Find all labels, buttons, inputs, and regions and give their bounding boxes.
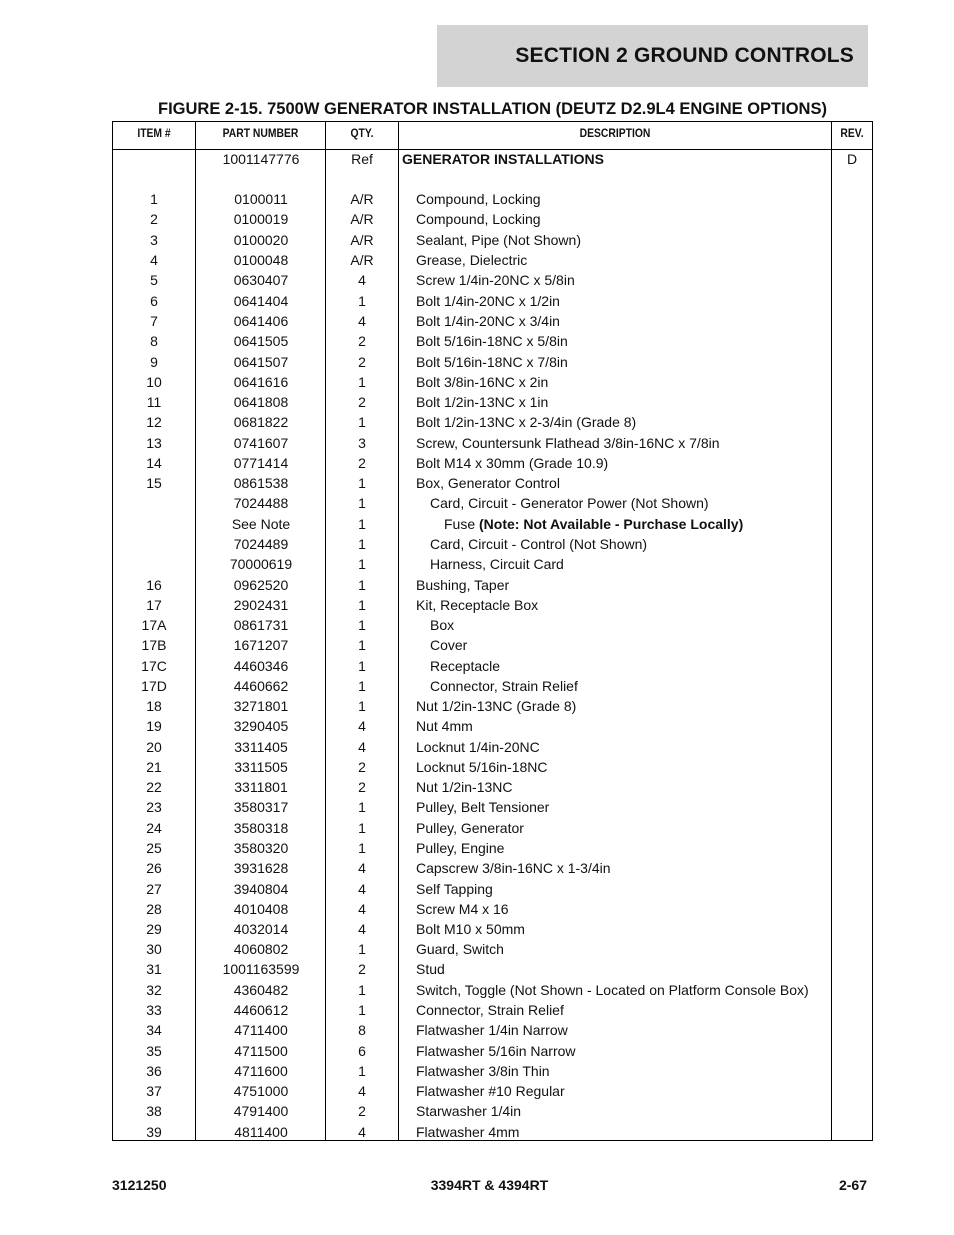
part-number-cell: 4460612 [233, 1002, 289, 1018]
item-cell: 17A [141, 617, 167, 633]
table-row [113, 554, 872, 574]
footer-model: 3394RT & 4394RT [430, 1177, 549, 1193]
table-row [113, 331, 872, 351]
item-cell: 17B [141, 637, 167, 653]
item-cell: 13 [146, 435, 162, 451]
table-row [113, 939, 872, 959]
qty-cell: 4 [358, 739, 366, 755]
description-cell [416, 980, 809, 1000]
qty-cell: 1 [358, 475, 366, 491]
item-cell: 28 [146, 901, 162, 917]
part-number-cell: 4791400 [233, 1103, 289, 1119]
description-cell [416, 737, 540, 757]
table-row [113, 1101, 872, 1121]
item-cell: 21 [146, 759, 162, 775]
description-text: Screw 1/4in-20NC x 5/8in [416, 272, 575, 288]
qty-cell: 2 [358, 354, 366, 370]
rev-cell: D [846, 151, 858, 167]
description-cell [402, 149, 604, 169]
description-cell [416, 818, 524, 838]
table-row [113, 595, 872, 615]
description-cell [416, 412, 636, 432]
item-cell: 37 [146, 1083, 162, 1099]
part-number-cell: 3290405 [233, 718, 289, 734]
table-row [113, 757, 872, 777]
item-cell: 17D [141, 678, 167, 694]
table-row [113, 1020, 872, 1040]
description-note: (Note: Not Available - Purchase Locally) [479, 516, 744, 532]
description-text: Nut 4mm [416, 718, 473, 734]
part-number-cell: 3580317 [233, 799, 289, 815]
item-cell: 4 [150, 252, 158, 268]
description-cell [430, 676, 578, 696]
qty-cell: 1 [358, 536, 366, 552]
part-number-cell: 0100011 [234, 191, 288, 207]
header-qty: QTY. [350, 128, 374, 140]
description-text: Stud [416, 961, 445, 977]
description-text: Bolt 5/16in-18NC x 7/8in [416, 354, 568, 370]
description-text: Bolt 1/2in-13NC x 1in [416, 394, 549, 410]
description-cell [430, 656, 500, 676]
part-number-cell: 70000619 [229, 556, 293, 572]
table-row [113, 514, 872, 534]
description-text: Card, Circuit - Generator Power (Not Shown) [430, 495, 709, 511]
item-cell: 33 [146, 1002, 162, 1018]
part-number-cell: 0641404 [233, 293, 289, 309]
description-text: Connector, Strain Relief [416, 1002, 564, 1018]
qty-cell: 1 [358, 820, 366, 836]
part-number-cell: 0962520 [233, 577, 289, 593]
description-text: Capscrew 3/8in-16NC x 1-3/4in [416, 860, 611, 876]
qty-cell: 2 [358, 1103, 366, 1119]
table-row [113, 777, 872, 797]
part-number-cell: 1001147776 [222, 151, 300, 167]
part-number-cell: 0861538 [233, 475, 289, 491]
qty-cell: 4 [358, 313, 366, 329]
part-number-cell: 3311505 [234, 759, 288, 775]
table-row [113, 433, 872, 453]
table-row [113, 311, 872, 331]
item-cell: 10 [146, 374, 162, 390]
table-row [113, 250, 872, 270]
part-number-cell: 0100048 [233, 252, 289, 268]
table-header [113, 122, 872, 150]
part-number-cell: 4360482 [233, 982, 289, 998]
qty-cell: 2 [358, 455, 366, 471]
part-number-cell: 4711500 [234, 1043, 288, 1059]
qty-cell: 1 [358, 678, 366, 694]
qty-cell: 1 [358, 840, 366, 856]
part-number-cell: 0641505 [233, 333, 289, 349]
table-row [113, 716, 872, 736]
description-cell [416, 1101, 521, 1121]
part-number-cell: 3580320 [233, 840, 289, 856]
description-cell [416, 270, 575, 290]
item-cell: 12 [146, 414, 162, 430]
table-row [113, 635, 872, 655]
description-cell [416, 331, 568, 351]
table-row [113, 575, 872, 595]
table-row [113, 1000, 872, 1020]
table-row [113, 412, 872, 432]
item-cell: 23 [146, 799, 162, 815]
part-number-cell: 1671207 [233, 637, 289, 653]
part-number-cell: 0641507 [233, 354, 289, 370]
header-rev: REV. [840, 128, 864, 140]
qty-cell: A/R [350, 191, 374, 207]
description-text: Flatwasher 5/16in Narrow [416, 1043, 576, 1059]
description-cell [416, 473, 560, 493]
description-text: Compound, Locking [416, 211, 541, 227]
description-cell [416, 959, 445, 979]
table-row [113, 209, 872, 229]
item-cell: 25 [146, 840, 162, 856]
item-cell: 17C [141, 658, 167, 674]
description-text: Grease, Dielectric [416, 252, 528, 268]
description-cell [430, 615, 454, 635]
table-row [113, 959, 872, 979]
item-cell: 3 [150, 232, 158, 248]
table-row [113, 453, 872, 473]
part-number-cell: 4460346 [233, 658, 289, 674]
part-number-cell: 4010408 [233, 901, 289, 917]
part-number-cell: 3940804 [233, 881, 289, 897]
qty-cell: A/R [350, 252, 374, 268]
table-row [113, 696, 872, 716]
description-text: Sealant, Pipe (Not Shown) [416, 232, 581, 248]
qty-cell: Ref [351, 151, 373, 167]
qty-cell: 1 [358, 799, 366, 815]
description-text: Bolt 1/2in-13NC x 2-3/4in (Grade 8) [416, 414, 637, 430]
description-cell [416, 919, 525, 939]
item-cell: 2 [150, 211, 158, 227]
description-text: Bolt 3/8in-16NC x 2in [416, 374, 549, 390]
header-part-number: PART NUMBER [222, 128, 299, 140]
part-number-cell: 3271801 [233, 698, 289, 714]
description-text: Bolt 1/4in-20NC x 1/2in [416, 293, 560, 309]
part-number-cell: 4711600 [234, 1063, 288, 1079]
item-cell: 5 [150, 272, 158, 288]
qty-cell: 4 [358, 1124, 366, 1140]
part-number-cell: 0641808 [233, 394, 289, 410]
qty-cell: 1 [358, 374, 366, 390]
qty-cell: 1 [358, 941, 366, 957]
description-text: Compound, Locking [416, 191, 541, 207]
qty-cell: 1 [358, 495, 366, 511]
description-cell [416, 575, 509, 595]
item-cell: 19 [146, 718, 162, 734]
item-cell: 9 [150, 354, 158, 370]
description-text: Box [430, 617, 455, 633]
part-number-cell: 0861731 [233, 617, 289, 633]
description-cell [430, 554, 564, 574]
item-cell: 34 [146, 1022, 162, 1038]
description-cell [416, 392, 548, 412]
item-cell: 20 [146, 739, 162, 755]
description-cell [430, 493, 709, 513]
description-cell [416, 696, 576, 716]
qty-cell: 1 [358, 577, 366, 593]
part-number-cell: 0741607 [233, 435, 289, 451]
qty-cell: 1 [358, 1063, 366, 1079]
part-number-cell: 7024489 [233, 536, 289, 552]
description-text: Flatwasher #10 Regular [416, 1083, 565, 1099]
description-text: Cover [430, 637, 468, 653]
description-cell [430, 635, 467, 655]
qty-cell: 2 [358, 779, 366, 795]
description-cell [416, 858, 611, 878]
qty-cell: 2 [358, 394, 366, 410]
qty-cell: 1 [358, 617, 366, 633]
qty-cell: 2 [358, 759, 366, 775]
description-text: Self Tapping [416, 881, 493, 897]
table-row [113, 980, 872, 1000]
part-number-cell: 0641406 [233, 313, 289, 329]
qty-cell: 2 [358, 333, 366, 349]
description-text: Receptacle [430, 658, 501, 674]
item-cell: 32 [146, 982, 162, 998]
item-cell: 17 [146, 597, 162, 613]
description-text: Pulley, Belt Tensioner [416, 799, 550, 815]
item-cell: 22 [146, 779, 162, 795]
table-row [113, 919, 872, 939]
description-cell [416, 595, 538, 615]
description-text: Locknut 5/16in-18NC [416, 759, 548, 775]
description-text: Starwasher 1/4in [416, 1103, 522, 1119]
header-description: DESCRIPTION [579, 128, 651, 140]
table-row [113, 797, 872, 817]
qty-cell: A/R [350, 211, 374, 227]
item-cell: 11 [146, 394, 162, 410]
description-text: Bolt 5/16in-18NC x 5/8in [416, 333, 568, 349]
item-cell: 8 [150, 333, 158, 349]
description-cell [416, 250, 527, 270]
qty-cell: 2 [358, 961, 366, 977]
item-cell: 39 [146, 1124, 162, 1140]
description-text: Card, Circuit - Control (Not Shown) [430, 536, 648, 552]
item-cell: 30 [146, 941, 162, 957]
qty-cell: 4 [358, 272, 366, 288]
item-cell: 14 [146, 455, 162, 471]
description-text: Bolt 1/4in-20NC x 3/4in [416, 313, 560, 329]
table-row [113, 838, 872, 858]
description-cell [416, 879, 493, 899]
description-cell [416, 716, 473, 736]
qty-cell: 1 [358, 597, 366, 613]
qty-cell: 4 [358, 860, 366, 876]
description-text: Connector, Strain Relief [430, 678, 578, 694]
part-number-cell: 3580318 [233, 820, 289, 836]
description-cell [444, 514, 743, 534]
header-item: ITEM # [137, 128, 171, 140]
table-row [113, 656, 872, 676]
part-number-cell: 3311405 [234, 739, 288, 755]
description-cell [416, 1081, 565, 1101]
part-number-cell: 4751000 [233, 1083, 289, 1099]
part-number-cell: 0630407 [233, 272, 289, 288]
table-row [113, 879, 872, 899]
table-row [113, 493, 872, 513]
part-number-cell: 3311801 [234, 779, 288, 795]
qty-cell: 1 [358, 1002, 366, 1018]
description-text: Guard, Switch [416, 941, 504, 957]
item-cell: 27 [146, 881, 162, 897]
description-text: Nut 1/2in-13NC [416, 779, 513, 795]
description-text: GENERATOR INSTALLATIONS [402, 151, 604, 167]
footer-doc-number: 3121250 [112, 1177, 167, 1193]
section-banner [437, 25, 868, 87]
description-text: Flatwasher 1/4in Narrow [416, 1022, 568, 1038]
qty-cell: 4 [358, 921, 366, 937]
description-cell [416, 291, 560, 311]
description-cell [416, 939, 504, 959]
description-cell [416, 899, 509, 919]
table-row [113, 899, 872, 919]
table-row [113, 352, 872, 372]
table-row [113, 1122, 872, 1142]
qty-cell: 1 [358, 556, 366, 572]
description-text: Locknut 1/4in-20NC [416, 739, 540, 755]
qty-cell: 4 [358, 881, 366, 897]
part-number-cell: 4711400 [234, 1022, 288, 1038]
description-text: Pulley, Engine [416, 840, 505, 856]
figure-title: FIGURE 2-15. 7500W GENERATOR INSTALLATION (DEUTZ D2.9L4 ENGINE OPTIONS) [158, 100, 827, 118]
item-cell: 24 [146, 820, 162, 836]
table-row [113, 858, 872, 878]
table-row [113, 291, 872, 311]
section-title: SECTION 2 GROUND CONTROLS [515, 44, 854, 67]
description-text: Nut 1/2in-13NC (Grade 8) [416, 698, 577, 714]
table-row [113, 270, 872, 290]
part-number-cell: 4032014 [233, 921, 289, 937]
table-row [113, 230, 872, 250]
table-row [113, 372, 872, 392]
footer-page-number: 2-67 [838, 1177, 867, 1193]
part-number-cell: 4060802 [233, 941, 289, 957]
item-cell: 36 [146, 1063, 162, 1079]
description-cell [416, 453, 608, 473]
qty-cell: 4 [358, 718, 366, 734]
part-number-cell: 2902431 [233, 597, 289, 613]
qty-cell: 1 [358, 637, 366, 653]
description-text: Flatwasher 3/8in Thin [416, 1063, 550, 1079]
item-cell: 7 [150, 313, 158, 329]
item-cell: 38 [146, 1103, 162, 1119]
part-number-cell: 0681822 [233, 414, 289, 430]
description-text: Bushing, Taper [416, 577, 510, 593]
description-text: Bolt M10 x 50mm [416, 921, 525, 937]
table-row [113, 1041, 872, 1061]
description-text: Switch, Toggle (Not Shown - Located on Platform Console Box) [416, 982, 809, 998]
qty-cell: 3 [358, 435, 366, 451]
description-text: Pulley, Generator [416, 820, 524, 836]
table-row [113, 534, 872, 554]
description-cell [416, 1122, 519, 1142]
table-row [113, 473, 872, 493]
description-cell [416, 1000, 564, 1020]
description-cell [416, 838, 504, 858]
table-row [113, 1081, 872, 1101]
table-row [113, 676, 872, 696]
item-cell: 26 [146, 860, 162, 876]
table-row [113, 1061, 872, 1081]
part-number-cell: 3931628 [233, 860, 289, 876]
table-row [113, 189, 872, 209]
description-text: Flatwasher 4mm [416, 1124, 520, 1140]
description-cell [416, 1020, 568, 1040]
description-cell [416, 209, 541, 229]
description-cell [416, 352, 568, 372]
qty-cell: 1 [358, 293, 366, 309]
description-cell [430, 534, 647, 554]
qty-cell: 1 [358, 658, 366, 674]
part-number-cell: 7024488 [233, 495, 289, 511]
description-cell [416, 230, 581, 250]
item-cell: 18 [146, 698, 162, 714]
qty-cell: 1 [358, 516, 366, 532]
item-cell: 15 [146, 475, 162, 491]
part-number-cell: 0100020 [233, 232, 289, 248]
description-cell [416, 777, 513, 797]
qty-cell: 1 [358, 414, 366, 430]
description-cell [416, 1041, 576, 1061]
description-cell [416, 1061, 550, 1081]
part-number-cell: 1001163599 [222, 961, 300, 977]
qty-cell: 1 [358, 698, 366, 714]
parts-table [112, 121, 873, 1141]
description-cell [416, 433, 720, 453]
item-cell: 1 [150, 191, 158, 207]
item-cell: 35 [146, 1043, 162, 1059]
part-number-cell: See Note [231, 516, 291, 532]
table-row [113, 818, 872, 838]
description-text: Box, Generator Control [416, 475, 560, 491]
description-text: Kit, Receptacle Box [416, 597, 539, 613]
description-cell [416, 311, 560, 331]
description-text: Screw M4 x 16 [416, 901, 509, 917]
qty-cell: A/R [350, 232, 374, 248]
part-number-cell: 0100019 [233, 211, 289, 227]
qty-cell: 4 [358, 901, 366, 917]
description-cell [416, 372, 548, 392]
part-number-cell: 0771414 [233, 455, 289, 471]
qty-cell: 4 [358, 1083, 366, 1099]
table-row [113, 392, 872, 412]
item-cell: 6 [150, 293, 158, 309]
description-text: Fuse [444, 516, 480, 532]
item-cell: 29 [146, 921, 162, 937]
table-row [113, 615, 872, 635]
item-cell: 31 [146, 961, 162, 977]
qty-cell: 6 [358, 1043, 366, 1059]
qty-cell: 1 [358, 982, 366, 998]
description-text: Bolt M14 x 30mm (Grade 10.9) [416, 455, 609, 471]
description-cell [416, 797, 549, 817]
description-cell [416, 757, 548, 777]
description-cell [416, 189, 541, 209]
part-number-cell: 0641616 [233, 374, 289, 390]
item-cell: 16 [146, 577, 162, 593]
table-row [113, 149, 872, 169]
description-text: Harness, Circuit Card [430, 556, 564, 572]
qty-cell: 8 [358, 1022, 366, 1038]
part-number-cell: 4460662 [233, 678, 289, 694]
description-text: Screw, Countersunk Flathead 3/8in-16NC x 7/8in [416, 435, 720, 451]
table-row [113, 737, 872, 757]
part-number-cell: 4811400 [234, 1124, 288, 1140]
